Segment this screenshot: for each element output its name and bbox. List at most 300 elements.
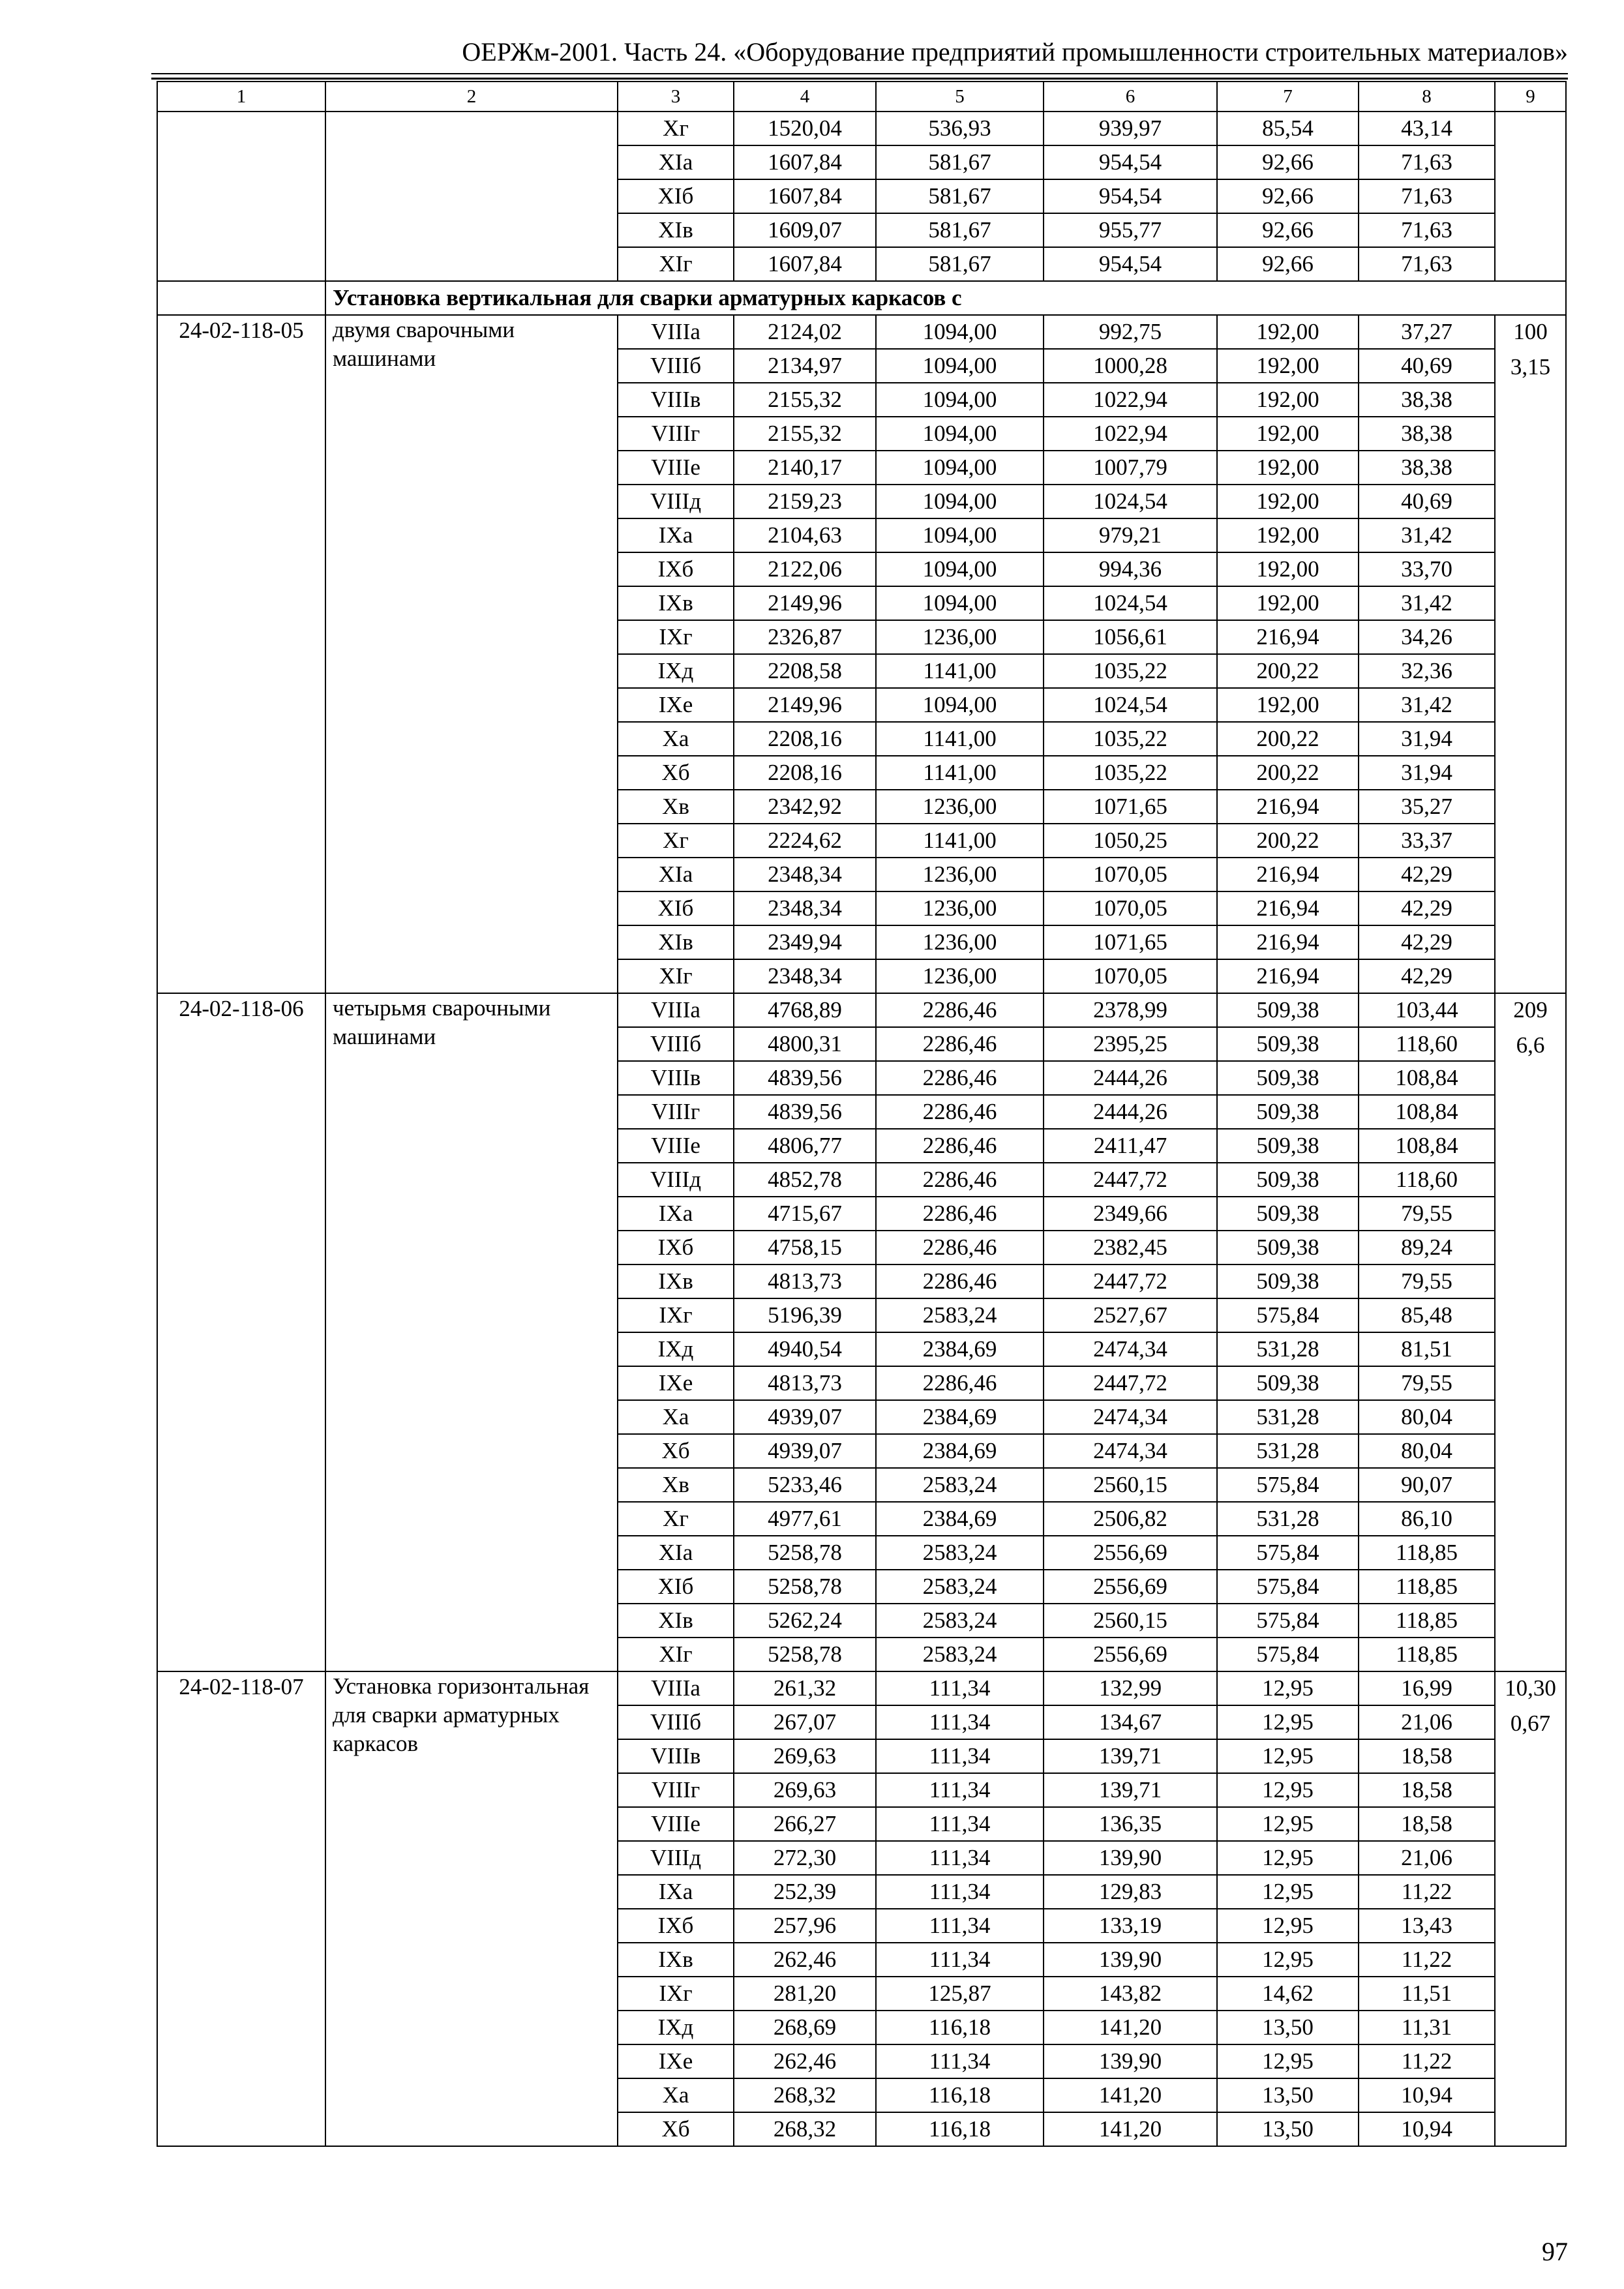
machine-cost: 954,54: [1044, 179, 1217, 213]
materials-cost: 11,22: [1359, 1943, 1495, 1977]
materials-cost: 79,55: [1359, 1264, 1495, 1298]
operator-wages: 12,95: [1217, 1875, 1359, 1909]
operator-wages: 200,22: [1217, 756, 1359, 790]
total-cost: 5233,46: [734, 1468, 876, 1502]
operator-wages: 192,00: [1217, 586, 1359, 620]
units-value: 10,30: [1505, 1675, 1556, 1701]
region-code: XIа: [618, 858, 734, 891]
wages: 111,34: [876, 1739, 1044, 1773]
column-number: 1: [157, 82, 325, 112]
machine-cost: 2556,69: [1044, 1536, 1217, 1570]
materials-cost: 13,43: [1359, 1909, 1495, 1943]
operator-wages: 531,28: [1217, 1332, 1359, 1366]
total-cost: 4813,73: [734, 1366, 876, 1400]
total-cost: 4768,89: [734, 993, 876, 1027]
total-cost: 5196,39: [734, 1298, 876, 1332]
total-cost: 268,32: [734, 2078, 876, 2112]
total-cost: 4813,73: [734, 1264, 876, 1298]
wages: 1141,00: [876, 722, 1044, 756]
units-cell: [1495, 993, 1566, 1671]
machine-cost: 2349,66: [1044, 1197, 1217, 1231]
materials-cost: 31,94: [1359, 722, 1495, 756]
operator-wages: 12,95: [1217, 1909, 1359, 1943]
operator-wages: 13,50: [1217, 2078, 1359, 2112]
region-code: VIIIа: [618, 315, 734, 349]
wages: 536,93: [876, 112, 1044, 145]
wages: 1141,00: [876, 756, 1044, 790]
operator-wages: 216,94: [1217, 959, 1359, 993]
wages: 2583,24: [876, 1468, 1044, 1502]
total-cost: 4806,77: [734, 1129, 876, 1163]
region-code: VIIIв: [618, 1739, 734, 1773]
region-code: IXв: [618, 586, 734, 620]
machine-cost: 1070,05: [1044, 891, 1217, 925]
region-code: VIIIг: [618, 1095, 734, 1129]
wages: 1094,00: [876, 417, 1044, 451]
total-cost: 268,69: [734, 2011, 876, 2044]
region-code: IXе: [618, 1366, 734, 1400]
machine-cost: 2444,26: [1044, 1061, 1217, 1095]
machine-cost: 1071,65: [1044, 925, 1217, 959]
machine-cost: 2527,67: [1044, 1298, 1217, 1332]
materials-cost: 33,37: [1359, 824, 1495, 858]
machine-cost: 2411,47: [1044, 1129, 1217, 1163]
total-cost: 2348,34: [734, 858, 876, 891]
operator-wages: 92,66: [1217, 247, 1359, 281]
total-cost: 269,63: [734, 1739, 876, 1773]
region-code: XIг: [618, 959, 734, 993]
region-code: XIг: [618, 1638, 734, 1671]
machine-cost: 954,54: [1044, 145, 1217, 179]
region-code: Xб: [618, 2112, 734, 2146]
machine-cost: 2444,26: [1044, 1095, 1217, 1129]
total-cost: 262,46: [734, 1943, 876, 1977]
materials-cost: 86,10: [1359, 1502, 1495, 1536]
machine-cost: 2556,69: [1044, 1638, 1217, 1671]
machine-cost: 2506,82: [1044, 1502, 1217, 1536]
total-cost: 2349,94: [734, 925, 876, 959]
wages: 581,67: [876, 213, 1044, 247]
table-body: [157, 82, 1566, 2146]
machine-cost: 136,35: [1044, 1807, 1217, 1841]
operator-wages: 509,38: [1217, 1129, 1359, 1163]
region-code: VIIIа: [618, 1671, 734, 1705]
machine-cost: 2474,34: [1044, 1332, 1217, 1366]
region-code: IXг: [618, 1298, 734, 1332]
machine-cost: 2447,72: [1044, 1264, 1217, 1298]
region-code: IXа: [618, 518, 734, 552]
operator-wages: 216,94: [1217, 620, 1359, 654]
machine-cost: 2560,15: [1044, 1468, 1217, 1502]
code-cell: [157, 112, 325, 281]
wages: 2286,46: [876, 1163, 1044, 1197]
wages: 2286,46: [876, 1027, 1044, 1061]
machine-cost: 2378,99: [1044, 993, 1217, 1027]
operator-wages: 13,50: [1217, 2112, 1359, 2146]
region-code: VIIIе: [618, 451, 734, 485]
total-cost: 2134,97: [734, 349, 876, 383]
machine-cost: 1024,54: [1044, 586, 1217, 620]
operator-wages: 509,38: [1217, 1197, 1359, 1231]
operator-wages: 575,84: [1217, 1298, 1359, 1332]
materials-cost: 89,24: [1359, 1231, 1495, 1264]
region-code: IXв: [618, 1264, 734, 1298]
wages: 2286,46: [876, 1129, 1044, 1163]
machine-cost: 1024,54: [1044, 485, 1217, 518]
total-cost: 1607,84: [734, 247, 876, 281]
wages: 111,34: [876, 1671, 1044, 1705]
wages: 1236,00: [876, 959, 1044, 993]
materials-cost: 85,48: [1359, 1298, 1495, 1332]
wages: 2583,24: [876, 1536, 1044, 1570]
total-cost: 4800,31: [734, 1027, 876, 1061]
materials-cost: 31,42: [1359, 518, 1495, 552]
region-code: VIIIе: [618, 1129, 734, 1163]
machine-cost: 129,83: [1044, 1875, 1217, 1909]
region-code: XIв: [618, 213, 734, 247]
total-cost: 5262,24: [734, 1604, 876, 1638]
wages: 116,18: [876, 2011, 1044, 2044]
operator-wages: 12,95: [1217, 2044, 1359, 2078]
total-cost: 5258,78: [734, 1638, 876, 1671]
region-code: Xв: [618, 1468, 734, 1502]
operator-wages: 85,54: [1217, 112, 1359, 145]
wages: 2384,69: [876, 1502, 1044, 1536]
operator-wages: 509,38: [1217, 1061, 1359, 1095]
operator-wages: 531,28: [1217, 1502, 1359, 1536]
operator-wages: 509,38: [1217, 1163, 1359, 1197]
wages: 2384,69: [876, 1400, 1044, 1434]
machine-cost: 1070,05: [1044, 959, 1217, 993]
total-cost: 4758,15: [734, 1231, 876, 1264]
region-code: Xв: [618, 790, 734, 824]
wages: 1236,00: [876, 790, 1044, 824]
region-code: VIIIг: [618, 417, 734, 451]
wages: 1094,00: [876, 315, 1044, 349]
operator-wages: 575,84: [1217, 1536, 1359, 1570]
machine-cost: 1035,22: [1044, 722, 1217, 756]
operator-wages: 575,84: [1217, 1468, 1359, 1502]
materials-cost: 11,22: [1359, 1875, 1495, 1909]
wages: 1094,00: [876, 349, 1044, 383]
operator-wages: 12,95: [1217, 1841, 1359, 1875]
units-cell: [1495, 1671, 1566, 2146]
wages: 111,34: [876, 1705, 1044, 1739]
materials-cost: 16,99: [1359, 1671, 1495, 1705]
materials-cost: 38,38: [1359, 383, 1495, 417]
item-code: 24-02-118-07: [157, 1671, 325, 2146]
machine-cost: 139,71: [1044, 1773, 1217, 1807]
region-code: IXа: [618, 1197, 734, 1231]
machine-cost: 1070,05: [1044, 858, 1217, 891]
wages: 111,34: [876, 1943, 1044, 1977]
region-code: VIIIб: [618, 1705, 734, 1739]
materials-cost: 90,07: [1359, 1468, 1495, 1502]
total-cost: 2149,96: [734, 586, 876, 620]
total-cost: 2140,17: [734, 451, 876, 485]
operator-wages: 12,95: [1217, 1671, 1359, 1705]
materials-cost: 34,26: [1359, 620, 1495, 654]
materials-cost: 43,14: [1359, 112, 1495, 145]
machine-cost: 954,54: [1044, 247, 1217, 281]
operator-wages: 192,00: [1217, 688, 1359, 722]
total-cost: 1520,04: [734, 112, 876, 145]
operator-wages: 192,00: [1217, 552, 1359, 586]
column-number: 8: [1359, 82, 1495, 112]
table-row: [157, 993, 1566, 1027]
total-cost: 269,63: [734, 1773, 876, 1807]
item-code: 24-02-118-05: [157, 315, 325, 993]
page-header: ОЕРЖм-2001. Часть 24. «Оборудование предприятий промышленности строительных материалов»: [462, 37, 1568, 67]
operator-wages: 92,66: [1217, 179, 1359, 213]
materials-cost: 80,04: [1359, 1434, 1495, 1468]
materials-cost: 71,63: [1359, 247, 1495, 281]
materials-cost: 71,63: [1359, 213, 1495, 247]
materials-cost: 10,94: [1359, 2078, 1495, 2112]
region-code: IXа: [618, 1875, 734, 1909]
region-code: XIб: [618, 1570, 734, 1604]
region-code: VIIIб: [618, 349, 734, 383]
total-cost: 4715,67: [734, 1197, 876, 1231]
region-code: XIб: [618, 891, 734, 925]
operator-wages: 14,62: [1217, 1977, 1359, 2011]
operator-wages: 575,84: [1217, 1638, 1359, 1671]
table-row: [157, 1671, 1566, 1705]
materials-cost: 42,29: [1359, 959, 1495, 993]
wages: 111,34: [876, 1773, 1044, 1807]
units-value: 6,6: [1516, 1032, 1545, 1058]
item-code: 24-02-118-06: [157, 993, 325, 1671]
operator-wages: 92,66: [1217, 213, 1359, 247]
header-rule: [151, 73, 1568, 74]
region-code: IXд: [618, 2011, 734, 2044]
total-cost: 4939,07: [734, 1400, 876, 1434]
operator-wages: 509,38: [1217, 993, 1359, 1027]
wages: 581,67: [876, 179, 1044, 213]
machine-cost: 2556,69: [1044, 1570, 1217, 1604]
region-code: XIа: [618, 145, 734, 179]
total-cost: 4939,07: [734, 1434, 876, 1468]
total-cost: 4940,54: [734, 1332, 876, 1366]
wages: 2286,46: [876, 1231, 1044, 1264]
operator-wages: 509,38: [1217, 1095, 1359, 1129]
operator-wages: 12,95: [1217, 1705, 1359, 1739]
total-cost: 2342,92: [734, 790, 876, 824]
wages: 2583,24: [876, 1298, 1044, 1332]
materials-cost: 40,69: [1359, 485, 1495, 518]
wages: 581,67: [876, 145, 1044, 179]
total-cost: 1609,07: [734, 213, 876, 247]
materials-cost: 21,06: [1359, 1841, 1495, 1875]
wages: 2286,46: [876, 1197, 1044, 1231]
materials-cost: 33,70: [1359, 552, 1495, 586]
machine-cost: 1050,25: [1044, 824, 1217, 858]
region-code: IXг: [618, 1977, 734, 2011]
operator-wages: 12,95: [1217, 1807, 1359, 1841]
wages: 116,18: [876, 2078, 1044, 2112]
region-code: VIIIв: [618, 1061, 734, 1095]
region-code: IXб: [618, 1909, 734, 1943]
machine-cost: 1022,94: [1044, 417, 1217, 451]
machine-cost: 955,77: [1044, 213, 1217, 247]
operator-wages: 12,95: [1217, 1773, 1359, 1807]
machine-cost: 2474,34: [1044, 1434, 1217, 1468]
materials-cost: 103,44: [1359, 993, 1495, 1027]
total-cost: 2159,23: [734, 485, 876, 518]
region-code: IXв: [618, 1943, 734, 1977]
wages: 2583,24: [876, 1570, 1044, 1604]
wages: 111,34: [876, 2044, 1044, 2078]
region-code: Xа: [618, 722, 734, 756]
name-cell: [325, 112, 618, 281]
operator-wages: 509,38: [1217, 1264, 1359, 1298]
total-cost: 2104,63: [734, 518, 876, 552]
wages: 1094,00: [876, 586, 1044, 620]
operator-wages: 216,94: [1217, 891, 1359, 925]
operator-wages: 200,22: [1217, 654, 1359, 688]
machine-cost: 939,97: [1044, 112, 1217, 145]
wages: 1141,00: [876, 824, 1044, 858]
header-rule-thick: [151, 78, 1568, 80]
materials-cost: 42,29: [1359, 891, 1495, 925]
machine-cost: 141,20: [1044, 2112, 1217, 2146]
region-code: Xб: [618, 1434, 734, 1468]
machine-cost: 139,71: [1044, 1739, 1217, 1773]
machine-cost: 992,75: [1044, 315, 1217, 349]
units-value: 100: [1513, 319, 1548, 344]
materials-cost: 38,38: [1359, 451, 1495, 485]
operator-wages: 13,50: [1217, 2011, 1359, 2044]
region-code: VIIIд: [618, 485, 734, 518]
units-value: 3,15: [1510, 354, 1551, 380]
total-cost: 4839,56: [734, 1095, 876, 1129]
total-cost: 1607,84: [734, 179, 876, 213]
materials-cost: 118,85: [1359, 1604, 1495, 1638]
total-cost: 267,07: [734, 1705, 876, 1739]
machine-cost: 979,21: [1044, 518, 1217, 552]
region-code: IXг: [618, 620, 734, 654]
column-number: 6: [1044, 82, 1217, 112]
total-cost: 2326,87: [734, 620, 876, 654]
materials-cost: 11,22: [1359, 2044, 1495, 2078]
materials-cost: 11,51: [1359, 1977, 1495, 2011]
machine-cost: 141,20: [1044, 2078, 1217, 2112]
wages: 1094,00: [876, 485, 1044, 518]
materials-cost: 42,29: [1359, 858, 1495, 891]
operator-wages: 531,28: [1217, 1434, 1359, 1468]
total-cost: 2155,32: [734, 383, 876, 417]
wages: 2286,46: [876, 1264, 1044, 1298]
total-cost: 272,30: [734, 1841, 876, 1875]
region-code: Xб: [618, 756, 734, 790]
region-code: VIIIе: [618, 1807, 734, 1841]
wages: 1094,00: [876, 552, 1044, 586]
units-cell: [1495, 315, 1566, 993]
total-cost: 4852,78: [734, 1163, 876, 1197]
wages: 116,18: [876, 2112, 1044, 2146]
materials-cost: 21,06: [1359, 1705, 1495, 1739]
operator-wages: 509,38: [1217, 1366, 1359, 1400]
materials-cost: 31,94: [1359, 756, 1495, 790]
column-number: 7: [1217, 82, 1359, 112]
table-row: [157, 315, 1566, 349]
item-name: четырьмя сварочными машинами: [325, 993, 618, 1671]
materials-cost: 118,85: [1359, 1638, 1495, 1671]
machine-cost: 143,82: [1044, 1977, 1217, 2011]
total-cost: 252,39: [734, 1875, 876, 1909]
materials-cost: 18,58: [1359, 1773, 1495, 1807]
operator-wages: 192,00: [1217, 485, 1359, 518]
region-code: XIв: [618, 925, 734, 959]
total-cost: 2348,34: [734, 891, 876, 925]
wages: 2286,46: [876, 1366, 1044, 1400]
wages: 111,34: [876, 1875, 1044, 1909]
units-value: 209: [1513, 997, 1548, 1023]
wages: 2583,24: [876, 1638, 1044, 1671]
machine-cost: 2560,15: [1044, 1604, 1217, 1638]
total-cost: 261,32: [734, 1671, 876, 1705]
region-code: XIа: [618, 1536, 734, 1570]
wages: 111,34: [876, 1841, 1044, 1875]
materials-cost: 71,63: [1359, 145, 1495, 179]
total-cost: 2208,16: [734, 756, 876, 790]
operator-wages: 92,66: [1217, 145, 1359, 179]
machine-cost: 2382,45: [1044, 1231, 1217, 1264]
region-code: VIIIа: [618, 993, 734, 1027]
machine-cost: 139,90: [1044, 2044, 1217, 2078]
region-code: XIб: [618, 179, 734, 213]
operator-wages: 575,84: [1217, 1604, 1359, 1638]
total-cost: 2348,34: [734, 959, 876, 993]
region-code: IXд: [618, 1332, 734, 1366]
wages: 2286,46: [876, 1095, 1044, 1129]
wages: 1094,00: [876, 688, 1044, 722]
materials-cost: 118,85: [1359, 1536, 1495, 1570]
region-code: VIIIв: [618, 383, 734, 417]
region-code: VIIIб: [618, 1027, 734, 1061]
region-code: IXе: [618, 2044, 734, 2078]
total-cost: 2124,02: [734, 315, 876, 349]
materials-cost: 79,55: [1359, 1197, 1495, 1231]
total-cost: 257,96: [734, 1909, 876, 1943]
machine-cost: 1035,22: [1044, 756, 1217, 790]
machine-cost: 132,99: [1044, 1671, 1217, 1705]
total-cost: 262,46: [734, 2044, 876, 2078]
materials-cost: 10,94: [1359, 2112, 1495, 2146]
total-cost: 2208,16: [734, 722, 876, 756]
machine-cost: 2395,25: [1044, 1027, 1217, 1061]
operator-wages: 216,94: [1217, 790, 1359, 824]
table-row: [157, 112, 1566, 145]
total-cost: 2122,06: [734, 552, 876, 586]
operator-wages: 192,00: [1217, 383, 1359, 417]
materials-cost: 80,04: [1359, 1400, 1495, 1434]
materials-cost: 118,60: [1359, 1027, 1495, 1061]
total-cost: 2224,62: [734, 824, 876, 858]
machine-cost: 1007,79: [1044, 451, 1217, 485]
machine-cost: 141,20: [1044, 2011, 1217, 2044]
materials-cost: 42,29: [1359, 925, 1495, 959]
materials-cost: 108,84: [1359, 1129, 1495, 1163]
price-table: [157, 81, 1567, 2147]
machine-cost: 1071,65: [1044, 790, 1217, 824]
region-code: IXд: [618, 654, 734, 688]
materials-cost: 118,60: [1359, 1163, 1495, 1197]
region-code: IXб: [618, 1231, 734, 1264]
wages: 2286,46: [876, 1061, 1044, 1095]
wages: 1236,00: [876, 858, 1044, 891]
item-name: двумя сварочными машинами: [325, 315, 618, 993]
